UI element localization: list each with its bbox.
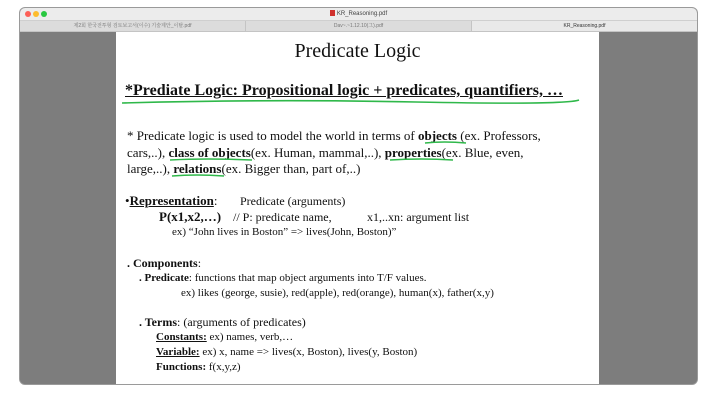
tab-label: KR_Reasoning.pdf — [563, 23, 606, 29]
intro-text: (ex. Blue, even, — [441, 145, 524, 160]
slide-title: Predicate Logic — [294, 40, 421, 62]
colon: : — [213, 193, 218, 208]
tab-kr-reasoning[interactable] — [472, 21, 697, 31]
components-heading — [127, 256, 201, 271]
constants-description: ex) names, verb,… — [206, 331, 294, 343]
constants-row — [156, 331, 293, 343]
constants-label: Constants: — [156, 331, 207, 343]
pdf-page — [116, 32, 599, 384]
terms-label: . Terms — [139, 315, 178, 329]
functions-description: f(x,y,z) — [206, 361, 241, 373]
term-properties: properties — [384, 145, 442, 160]
window-title — [20, 9, 697, 19]
representation-label: Representation — [129, 193, 214, 208]
intro-text: (ex. Bigger than, part of,..) — [221, 161, 361, 176]
intro-line-2 — [127, 145, 524, 161]
subtitle-underline-annotation — [122, 100, 579, 103]
colon: : — [197, 256, 202, 270]
predicate-description: : functions that map object arguments into T/F values. — [188, 272, 427, 284]
term-relations: relations — [173, 161, 222, 176]
functions-label: Functions: — [156, 361, 207, 373]
window-title-text: KR_Reasoning.pdf — [336, 11, 388, 17]
terms-item — [139, 315, 306, 330]
intro-text: * Predicate logic is used to model the world in terms of — [127, 128, 418, 143]
intro-text: cars,..), — [127, 145, 169, 160]
intro-text: (ex. Professors, — [457, 128, 541, 143]
intro-line-1 — [127, 128, 541, 144]
components-label: . Components — [127, 256, 198, 270]
intro-text: large,..), — [127, 161, 174, 176]
predicate-item — [139, 272, 426, 284]
predicate-label: . Predicate — [139, 272, 189, 284]
representation-heading — [125, 193, 217, 209]
bullet: • — [125, 193, 130, 208]
term-class-of-objects: class of objects — [168, 145, 251, 160]
predicate-form: P(x1,x2,…) — [159, 209, 222, 224]
pdf-file-icon — [330, 10, 335, 16]
predicate-example: ex) likes (george, susie), red(apple), red(orange), human(x), father(x,y) — [181, 287, 494, 299]
title-bar[interactable] — [20, 8, 697, 21]
predicate-comment: // P: predicate name, — [233, 210, 332, 224]
variable-row — [156, 346, 417, 358]
slide-subtitle: *Prediate Logic: Propositional logic + predicates, quantifiers, … — [125, 82, 563, 99]
tab-dav-pdf[interactable] — [246, 21, 472, 31]
tab-bar — [20, 21, 697, 32]
representation-example: ex) “John lives in Boston” => lives(John, Boston)” — [172, 226, 397, 238]
representation-syntax: Predicate (arguments) — [240, 194, 346, 208]
term-objects: objects — [418, 128, 457, 143]
tab-korean-report[interactable] — [20, 21, 246, 31]
functions-row — [156, 361, 241, 373]
variable-description: ex) x, name => lives(x, Boston), lives(y, Boston) — [199, 346, 418, 358]
terms-description: : (arguments of predicates) — [177, 315, 306, 329]
tab-label: Dav~.~1.12.10(그).pdf — [333, 23, 384, 29]
variable-label: Variable: — [156, 346, 200, 358]
argument-list-note: x1,..xn: argument list — [367, 210, 470, 224]
intro-line-3 — [127, 161, 360, 177]
pdf-viewer-window — [20, 8, 697, 384]
document-viewer[interactable] — [20, 32, 697, 384]
intro-text: (ex. Human, mammal,..), — [250, 145, 385, 160]
tab-label: 제2회 한국전투형 검토보고서(이수) 기술제안_이탈.pdf — [73, 23, 192, 29]
